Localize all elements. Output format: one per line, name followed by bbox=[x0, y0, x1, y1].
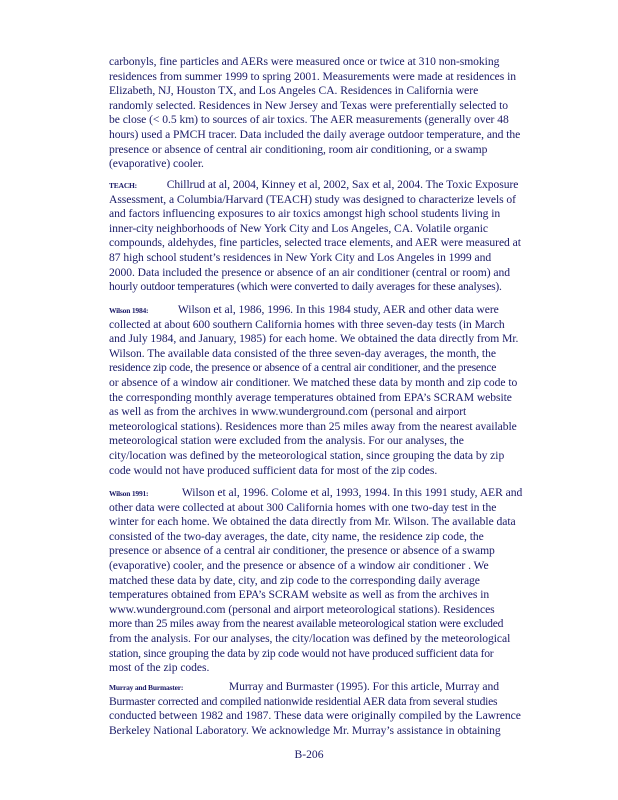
text-line: conducted between 1982 and 1987. These data were originally compiled by the Lawrence bbox=[109, 709, 521, 723]
paragraph-teach-study bbox=[109, 178, 559, 295]
text-line: temperatures obtained from EPA’s SCRAM website as well as from the archives in bbox=[109, 588, 490, 602]
paragraph-pmch-study bbox=[109, 55, 559, 172]
text-line: (evaporative) cooler. bbox=[109, 157, 204, 171]
text-line: (evaporative) cooler, and the presence or absence of a window air conditioner . We bbox=[109, 558, 489, 572]
text-line: residences from summer 1999 to spring 2001. Measurements were made at residences in bbox=[109, 69, 516, 83]
text-line: and July 1984, and January, 1985) for each home. We obtained the data directly from Mr. bbox=[109, 332, 519, 346]
text-line: city/location was defined by the meteorological station, since grouping the data by zip bbox=[109, 448, 505, 462]
section-tag-teach: TEACH: bbox=[109, 181, 137, 190]
page-number: B-206 bbox=[294, 748, 324, 761]
text-line: Burmaster corrected and compiled nationwide residential AER data from several studies bbox=[109, 694, 498, 708]
text-line: meteorological stations). Residences more than 25 miles away from the nearest available bbox=[109, 419, 517, 433]
text-line: inner-city neighborhoods of New York City and Los Angeles, CA. Volatile organic bbox=[109, 221, 489, 235]
text-line: 2000. Data included the presence or absence of an air conditioner (central or room) and bbox=[109, 265, 510, 279]
text-line: most of the zip codes. bbox=[109, 661, 210, 675]
text-line: presence or absence of a central air conditioner, the presence or absence of a swamp bbox=[109, 544, 495, 558]
text-line: collected at about 600 southern California homes with three seven-day tests (in March bbox=[109, 317, 505, 331]
text-line: be close (< 0.5 km) to sources of air toxics. The AER measurements (generally over 48 bbox=[109, 113, 509, 127]
text-line: matched these data by date, city, and zip code to the corresponding daily average bbox=[109, 573, 480, 587]
text-line: Berkeley National Laboratory. We acknowledge Mr. Murray’s assistance in obtaining bbox=[109, 723, 501, 737]
text-line: hours) used a PMCH tracer. Data included the daily average outdoor temperature, and the bbox=[109, 127, 521, 141]
text-line: meteorological station were excluded from the analysis. For our analyses, the bbox=[109, 434, 464, 448]
text-line: Wilson. The available data consisted of the three seven-day averages, the month, the bbox=[109, 346, 496, 360]
text-line: presence or absence of central air conditioning, room air conditioning, or a swamp bbox=[109, 142, 488, 156]
text-line: residence zip code, the presence or absence of a central air conditioner, and the presence bbox=[109, 361, 497, 375]
text-line: hourly outdoor temperatures (which were converted to daily averages for these analyses). bbox=[109, 280, 502, 294]
text-line: www.wunderground.com (personal and airport meteorological stations). Residences bbox=[109, 602, 495, 616]
text-line: Murray and Burmaster (1995). For this article, Murray and bbox=[228, 680, 500, 693]
text-line: carbonyls, fine particles and AERs were measured once or twice at 310 non-smoking bbox=[109, 55, 500, 68]
text-line: or absence of a window air conditioner. We matched these data by month and zip code to bbox=[109, 375, 518, 389]
section-tag-wilson-1984: Wilson 1984: bbox=[109, 306, 149, 315]
paragraph-wilson-1991 bbox=[109, 486, 559, 676]
text-line: consisted of the two-day averages, the date, city name, the residence zip code, the bbox=[109, 529, 484, 543]
text-line: Wilson et al, 1986, 1996. In this 1984 study, AER and other data were bbox=[177, 303, 499, 316]
text-line: the corresponding monthly average temperatures obtained from EPA’s SCRAM website bbox=[109, 390, 512, 404]
text-line: winter for each home. We obtained the data directly from Mr. Wilson. The available data bbox=[109, 515, 516, 529]
text-line: station, since grouping the data by zip code would not have produced sufficient data for bbox=[109, 646, 494, 660]
text-line: as well as from the archives in www.wunderground.com (personal and airport bbox=[109, 405, 467, 419]
paragraph-wilson-1984 bbox=[109, 303, 559, 478]
text-line: Elizabeth, NJ, Houston TX, and Los Angeles CA. Residences in California were bbox=[109, 84, 479, 98]
text-line: Wilson et al, 1996. Colome et al, 1993, 1994. In this 1991 study, AER and bbox=[181, 486, 523, 499]
text-line: compounds, aldehydes, fine particles, selected trace elements, and AER were measured at bbox=[109, 236, 521, 250]
section-tag-murray-burmaster: Murray and Burmaster: bbox=[109, 683, 184, 692]
text-line: Assessment, a Columbia/Harvard (TEACH) study was designed to characterize levels of bbox=[109, 192, 516, 206]
text-line: 87 high school student’s residences in New York City and Los Angeles in 1999 and bbox=[109, 250, 492, 264]
section-tag-wilson-1991: Wilson 1991: bbox=[109, 489, 149, 498]
text-line: other data were collected at about 300 California homes with one two-day test in the bbox=[109, 500, 497, 514]
text-line: code would not have produced sufficient data for most of the zip codes. bbox=[109, 463, 438, 477]
paragraph-murray-burmaster bbox=[109, 680, 559, 738]
text-line: and factors influencing exposures to air toxics amongst high school students living in bbox=[109, 207, 501, 221]
text-line: from the analysis. For our analyses, the city/location was defined by the meteorological bbox=[109, 631, 511, 645]
text-line: Chillrud at al, 2004, Kinney et al, 2002, Sax et al, 2004. The Toxic Exposure bbox=[166, 178, 519, 191]
text-line: more than 25 miles away from the nearest available meteorological station were excluded bbox=[109, 617, 504, 631]
text-line: randomly selected. Residences in New Jersey and Texas were preferentially selected to bbox=[109, 98, 509, 112]
